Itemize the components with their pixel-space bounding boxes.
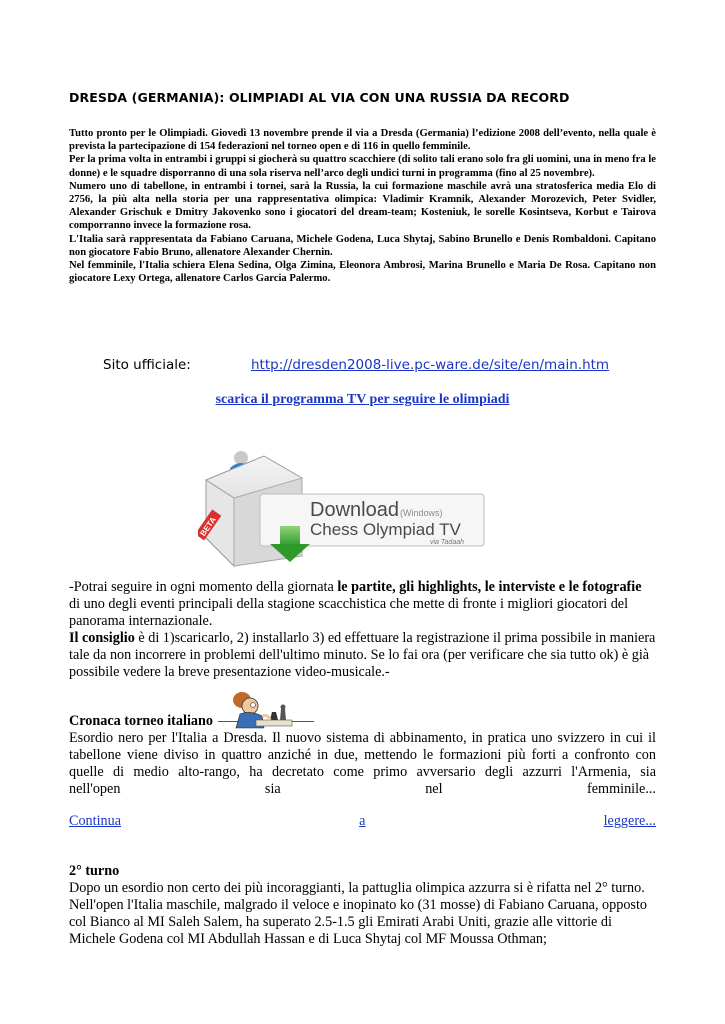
feature-text-pre: -Potrai seguire in ogni momento della giornata [69, 579, 338, 595]
continue-reading-link[interactable]: Continua a leggere... [69, 813, 656, 829]
intro-paragraph: Numero uno di tabellone, in entrambi i tornei, sarà la Russia, la cui formazione maschile avrà una stratosferica media Elo di 2756, la più alta nella storia per una rappresentativa olimpica: Vladimir Kramnik, Alexander Morozevich, Peter Svidler, Alexander Grischuk e Dmitry Jakovenko sono i giocatori del dream-team; Kosteniuk, le sorelle Kosintseva, Korbut e Tairova comporranno invece la formazione rosa. [69, 180, 656, 232]
chess-player-cartoon-icon [226, 688, 296, 730]
intro-paragraph: L'Italia sarà rappresentata da Fabiano Caruana, Michele Godena, Luca Shytaj, Sabino Brunello e Denis Rombaldoni. Capitano non giocatore Fabio Bruno, allenatore Alexander Chernin. [69, 233, 656, 258]
feature-paragraph [69, 579, 656, 630]
official-site-label: Sito ufficiale: [103, 357, 191, 373]
cronaca-heading: Cronaca torneo italiano [69, 713, 213, 729]
cronaca-last-line: nell'open sia nel femminile... [69, 781, 656, 797]
cronaca-text: Esordio nero per l'Italia a Dresda. Il nuovo sistema di abbinamento, in pratica uno svizzero in cui il tabellone viene diviso in quattro anziché in due, mettendo le formazioni più forti a confronto con quelle di medio alto-rango, ha decretato come primo avversario degli azzurri l'Armenia, sia [69, 730, 656, 780]
cronaca-paragraph [69, 730, 656, 798]
banner-product-text: Chess Olympiad TV [310, 520, 461, 539]
download-tv-link[interactable]: scarica il programma TV per seguire le olimpiadi [215, 392, 510, 407]
intro-paragraph: Tutto pronto per le Olimpiadi. Giovedì 13 novembre prende il via a Dresda (Germania) l’edizione 2008 dell’evento, nella quale è prevista la partecipazione di 154 federazioni nel torneo open e di 116 in quello femminile. [69, 128, 656, 153]
intro-paragraph: Nel femminile, l'Italia schiera Elena Sedina, Olga Zimina, Eleonora Ambrosi, Marina Brunello e Maria De Rosa. Capitano non giocatore Lexy Ortega, allenatore Carlos Garcia Palermo. [69, 260, 656, 285]
feature-text-bold: le partite, gli highlights, le interviste e le fotografie [337, 579, 642, 595]
advice-text: è di 1)scaricarlo, 2) installarlo 3) ed effettuare la registrazione il prima possibile in maniera tale da non incorrere in problemi dell'ultimo minuto. Se lo fai ora (per verificare che sia tutto ok) è già possibile vedere la breve presentazione video-musicale.- [69, 630, 656, 680]
intro-paragraph: Per la prima volta in entrambi i gruppi si giocherà su quattro scacchiere (di solito tali erano solo fra gli uomini, una in meno fra le donne) e le squadre disporranno di una sola riserva nell’arco degli undici turni in programma (fino al 25 novembre). [69, 154, 656, 179]
advice-label: Il consiglio [69, 630, 135, 646]
svg-text:BETA: BETA [198, 515, 218, 538]
official-site-link[interactable]: http://dresden2008-live.pc-ware.de/site/en/main.htm [251, 357, 610, 373]
turno2-heading: 2° turno [69, 863, 120, 879]
advice-paragraph [69, 630, 656, 681]
banner-windows-text: (Windows) [400, 508, 443, 518]
banner-download-text: Download [310, 499, 399, 521]
chess-olympiad-tv-banner[interactable] [198, 438, 488, 570]
turno2-paragraph: Dopo un esordio non certo dei più incoraggianti, la pattuglia olimpica azzurra si è rifatta nel 2° turno. Nell'open l'Italia maschile, malgrado il veloce e inopinato ko (31 mosse) di Fabiano Caruana, opposto col Bianco al MI Saleh Salem, ha superato 2.5-1.5 gli Emirati Arabi Uniti, grazie alle vittorie di Michele Godena col MI Abdullah Hassan e di Luca Shytaj col MF Moussa Othman; [69, 880, 647, 947]
banner-via-text: via Tadaah [430, 539, 464, 546]
feature-text-post: di uno degli eventi principali della stagione scacchistica che mette di fronte i migliori giocatori del panorama internazionale. [69, 596, 629, 629]
article-intro [69, 127, 656, 285]
article-title: DRESDA (GERMANIA): OLIMPIADI AL VIA CON UNA RUSSIA DA RECORD [69, 90, 570, 105]
